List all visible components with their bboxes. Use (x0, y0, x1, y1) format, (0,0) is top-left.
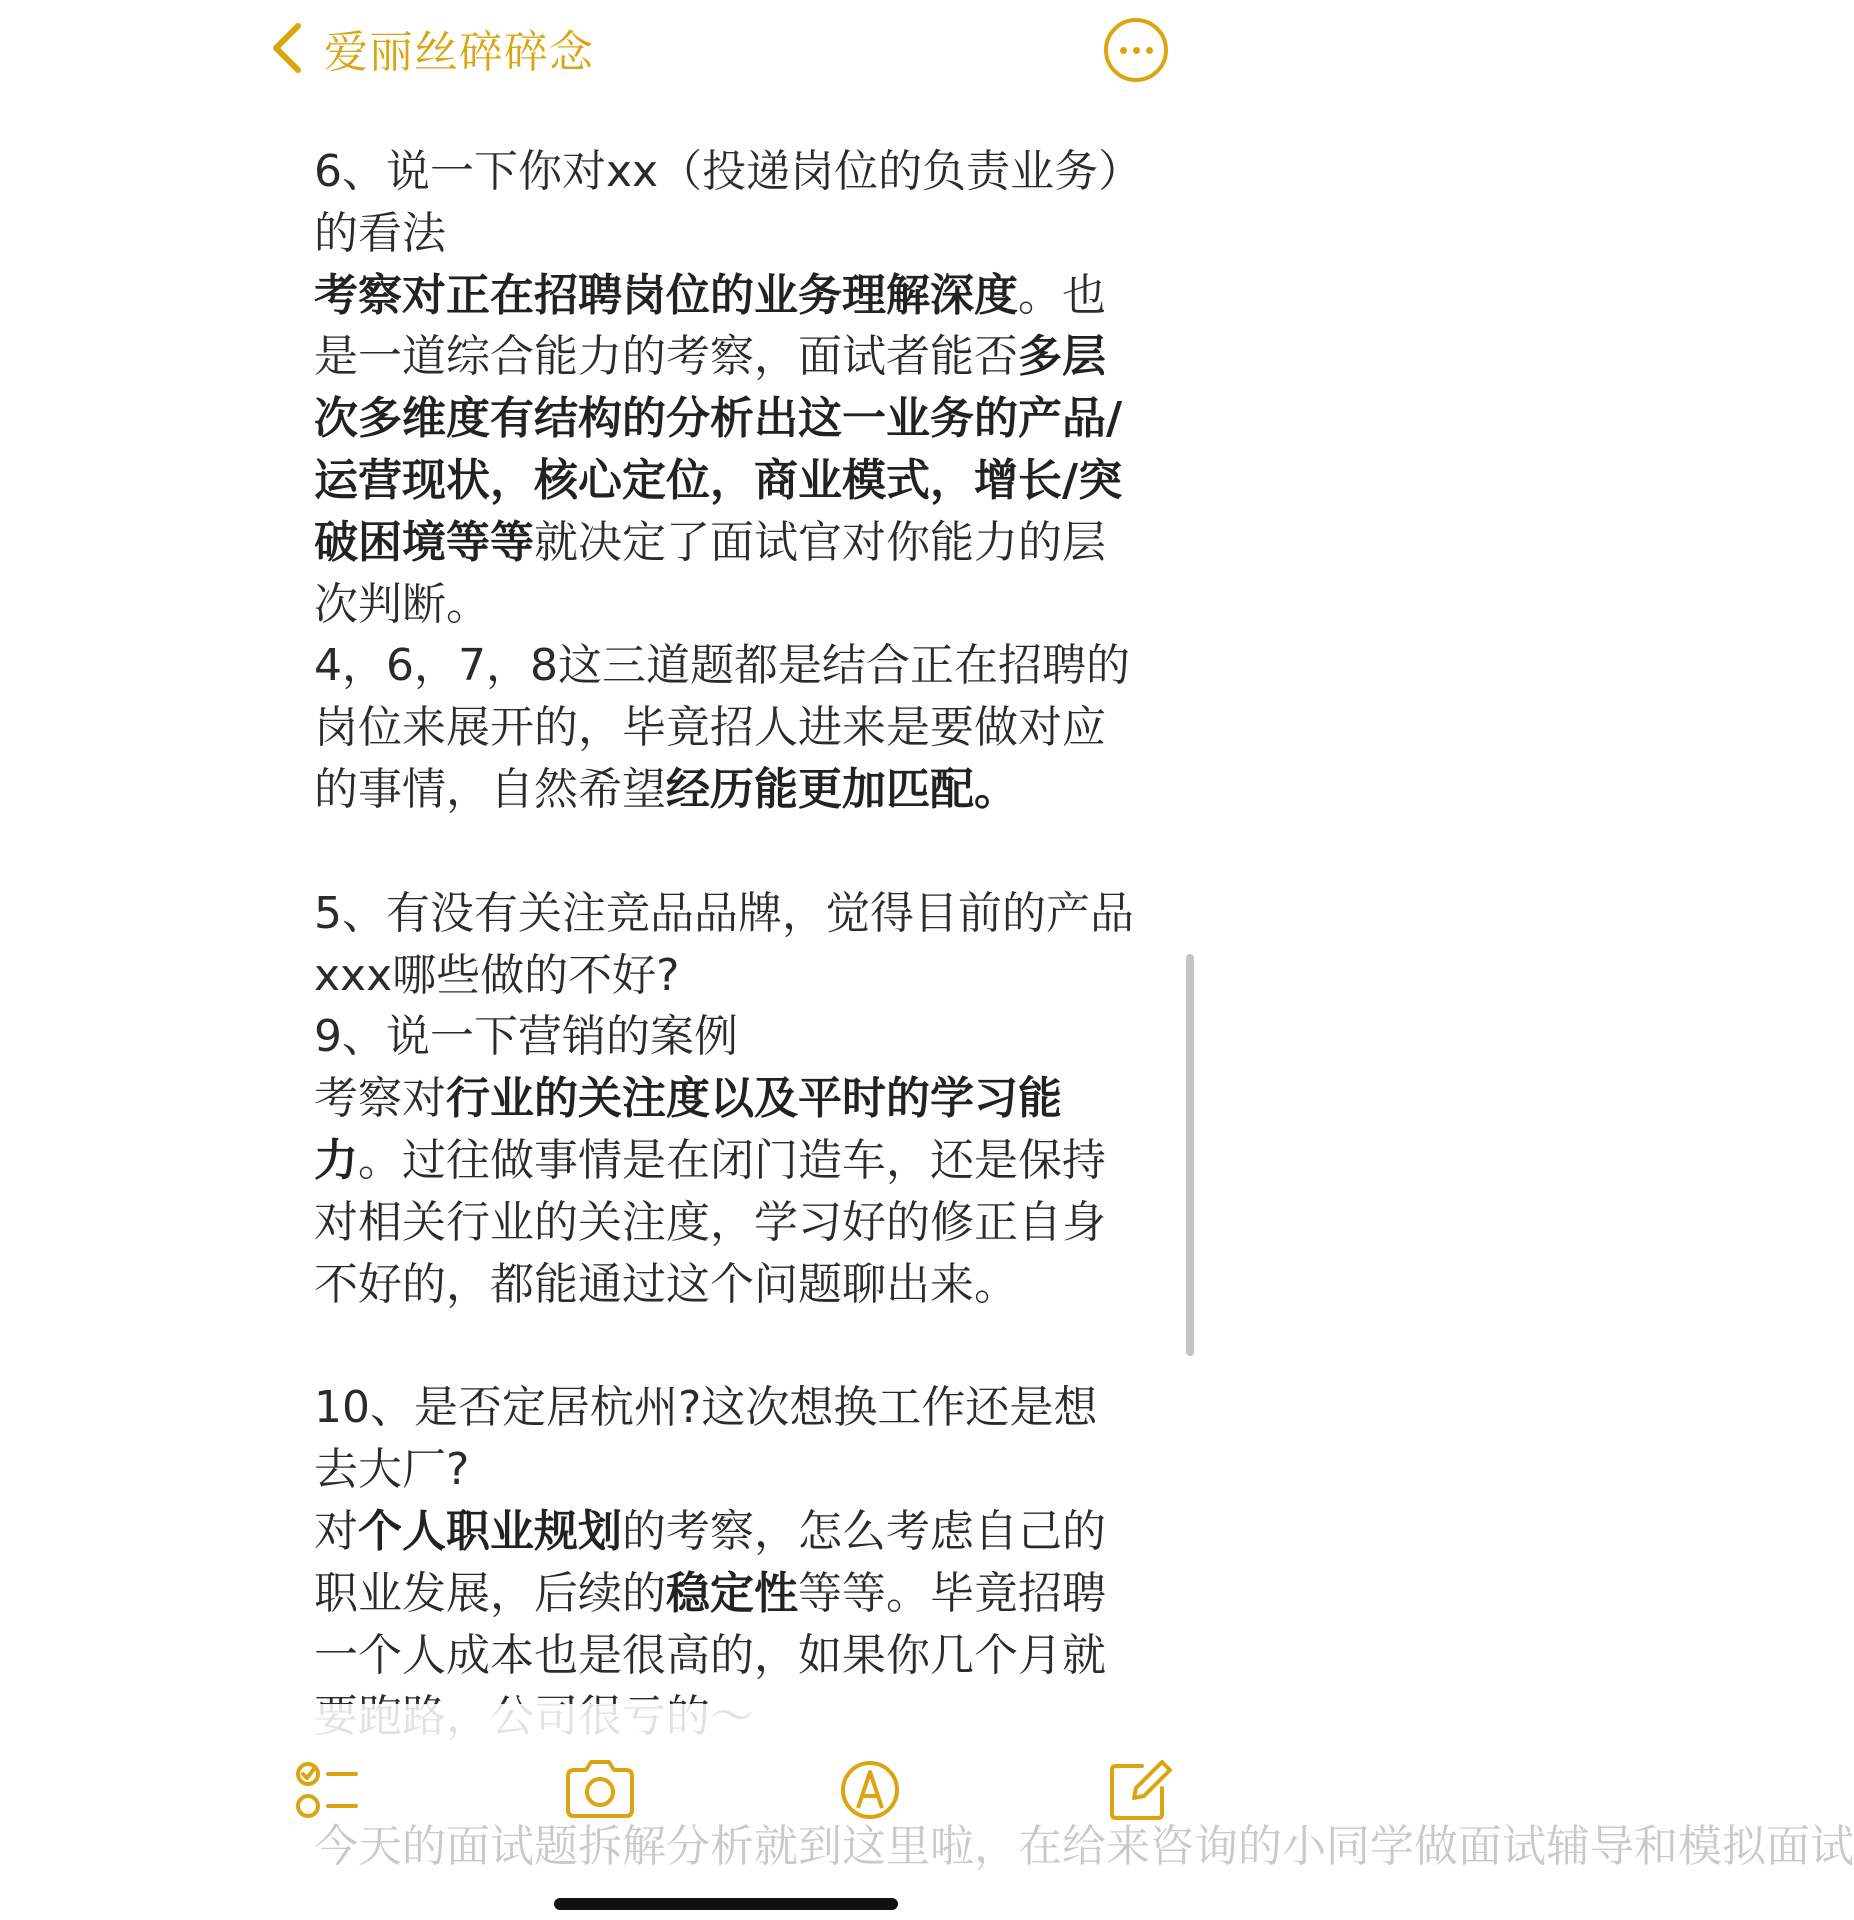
q10-text-2: 的考察，怎么考虑自己的职业发展，后续的 (314, 1505, 1106, 1619)
q9-title: 9、说一下营销的案例 (314, 1011, 738, 1063)
q9-text-1: 考察对 (314, 1073, 446, 1125)
q9-analysis (314, 1068, 1134, 1315)
chevron-left-icon (270, 22, 304, 74)
ellipsis-icon-dot (1146, 47, 1153, 54)
q6-text-2: 就决定了面试官对你能力的层次判断。 (314, 516, 1106, 630)
compose-icon[interactable] (1100, 1750, 1180, 1830)
navigation-bar (0, 0, 1440, 100)
blank-line (314, 821, 1134, 883)
q10-text-1: 对 (314, 1505, 358, 1557)
closing-partial-text: 今天的面试题拆解分析就到这里啦，在给来咨询的小同学做面试辅导和模拟面试 (314, 1821, 1854, 1872)
q10-title: 10、是否定居杭州?这次想换工作还是想去大厂? (314, 1382, 1098, 1496)
checklist-icon[interactable] (290, 1750, 370, 1830)
q6-text-1: 。也是一道综合能力的考察，面试者能否 (314, 269, 1106, 383)
ellipsis-icon-dot (1133, 47, 1140, 54)
note-body[interactable] (314, 141, 1134, 1748)
back-button[interactable] (270, 16, 594, 80)
q10-bold-1: 个人职业规划 (358, 1505, 622, 1557)
bottom-toolbar (0, 1750, 1440, 1840)
summary-paragraph (314, 635, 1134, 820)
q6-bold-2: 多层次多维度有结构的分析出这一业务的产品/运营现状，核心定位，商业模式，增长/突破困境等等 (314, 331, 1123, 568)
scrollbar[interactable] (1186, 954, 1194, 1356)
q6-bold-1: 考察对正在招聘岗位的业务理解深度 (314, 269, 1018, 321)
home-indicator[interactable] (554, 1898, 898, 1910)
q10-text-3: 等等。毕竟招聘一个人成本也是很高的，如果你几个月就 (314, 1567, 1106, 1681)
q5-title: 5、有没有关注竞品品牌，觉得目前的产品xxx哪些做的不好? (314, 887, 1134, 1001)
markup-pen-icon[interactable] (830, 1750, 910, 1830)
more-options-button[interactable] (1104, 18, 1168, 82)
blank-line (314, 1315, 1134, 1377)
q9-bold: 行业的关注度以及平时的学习能力 (314, 1073, 1062, 1186)
ellipsis-icon (1120, 47, 1127, 54)
q9-text-2: 。过往做事情是在闭门造车，还是保持对相关行业的关注度，学习好的修正自身不好的，都能通过这个问题聊出来。 (314, 1134, 1106, 1310)
q6-title: 6、说一下你对xx（投递岗位的负责业务）的看法 (314, 146, 1121, 259)
back-label: 爱丽丝碎碎念 (324, 27, 594, 78)
summary-text: 4，6，7，8这三道题都是结合正在招聘的岗位来展开的，毕竟招人进来是要做对应的事情，自然希望 (314, 640, 1130, 815)
camera-icon[interactable] (560, 1750, 640, 1830)
summary-bold: 经历能更加匹配。 (666, 763, 1018, 815)
q10-bold-2: 稳定性 (666, 1567, 798, 1619)
q6-analysis (314, 265, 1134, 636)
